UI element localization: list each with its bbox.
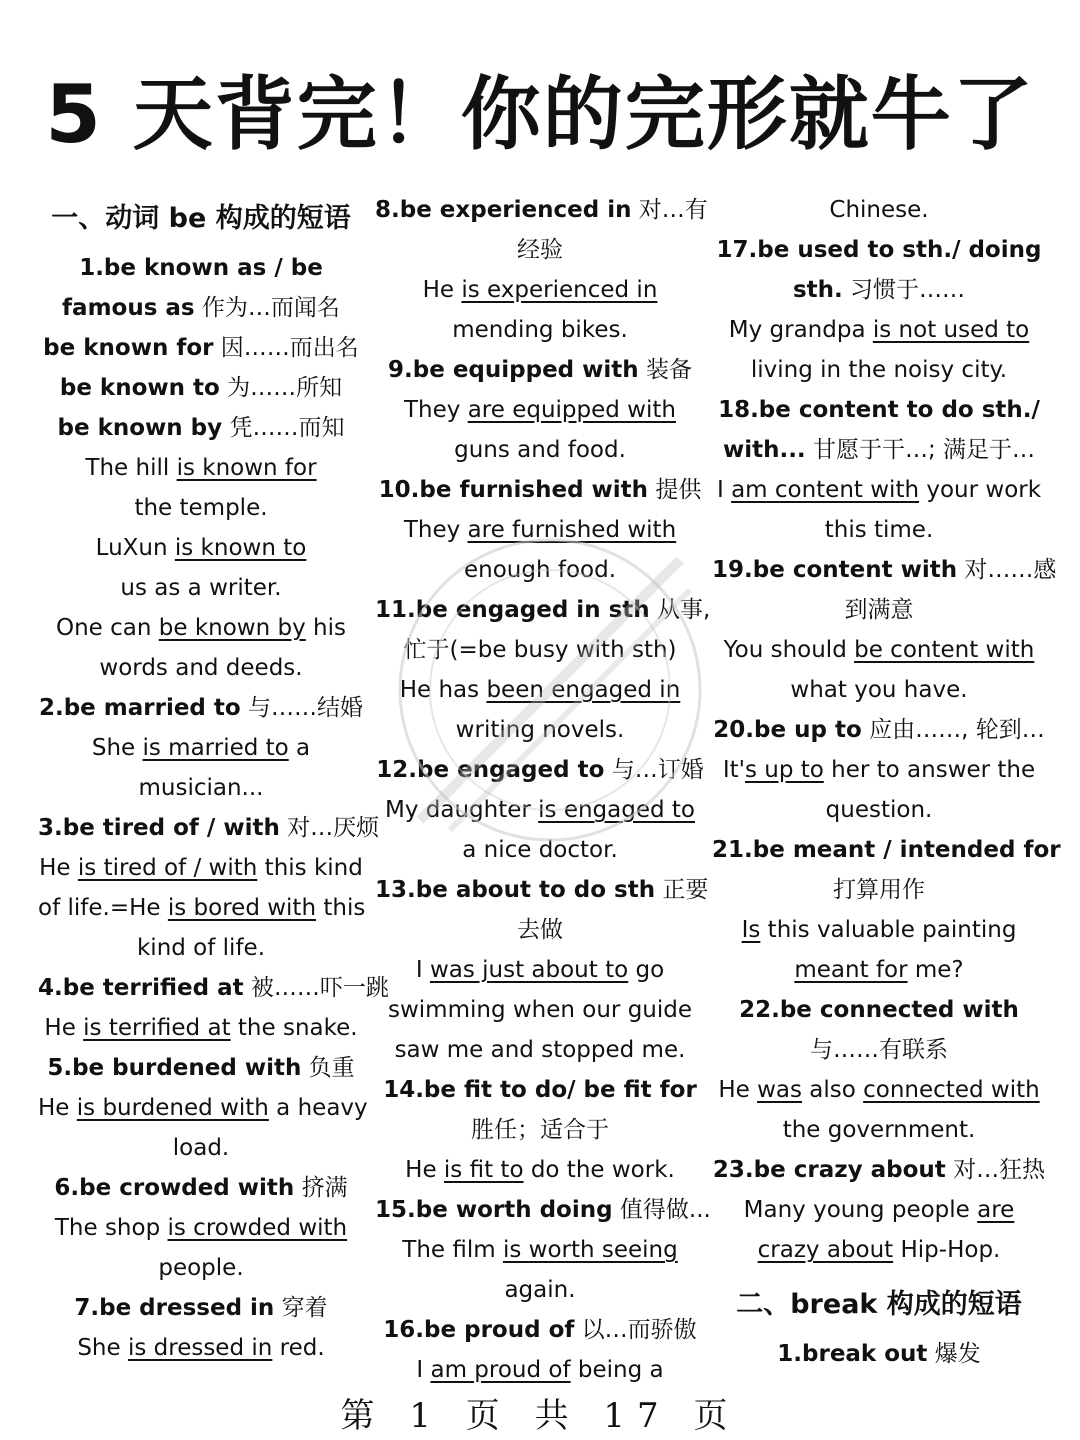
text-segment: You should — [723, 637, 855, 663]
text-segment: 对……感 — [957, 557, 1057, 583]
phrase-line — [38, 1288, 364, 1328]
phrase-underlined: was — [757, 1077, 802, 1103]
text-segment: your work — [919, 477, 1042, 503]
phrase-bold: 19.be content with — [712, 557, 958, 583]
phrase-bold: 13.be about to do sth — [375, 877, 656, 903]
phrase-bold: 11.be engaged in sth — [375, 597, 650, 623]
phrase-line — [712, 870, 1046, 910]
phrase-bold: 23.be crazy about — [712, 1157, 946, 1183]
phrase-bold: 21.be meant / intended for — [712, 837, 1061, 863]
phrase-line — [38, 528, 364, 568]
phrase-underlined: be content with — [854, 637, 1035, 663]
text-segment: 为……所知 — [219, 375, 343, 401]
phrase-line — [712, 590, 1046, 630]
phrase-line — [38, 728, 364, 768]
phrase-line — [38, 968, 389, 1008]
phrase-line — [38, 288, 364, 328]
phrase-line — [712, 270, 1046, 310]
phrase-underlined: is dressed in — [127, 1335, 273, 1361]
phrase-line — [712, 1334, 1046, 1374]
text-segment: being a — [570, 1357, 664, 1383]
text-segment: They — [404, 397, 468, 423]
phrase-line — [375, 910, 705, 950]
text-segment: 正要 — [655, 877, 709, 903]
phrase-line — [375, 790, 705, 830]
phrase-column-1 — [38, 190, 389, 1368]
phrase-line — [375, 950, 705, 990]
text-segment: us as a writer. — [120, 575, 282, 601]
phrase-line — [38, 368, 364, 408]
phrase-line — [38, 448, 364, 488]
phrase-line — [712, 550, 1057, 590]
phrase-bold: with... — [722, 437, 806, 463]
phrase-bold: 10.be furnished with — [378, 477, 649, 503]
text-segment: 被……吓一跳 — [243, 975, 389, 1001]
phrase-bold: famous as — [62, 295, 195, 321]
phrase-underlined: is engaged to — [538, 797, 695, 823]
phrase-bold: 7.be dressed in — [74, 1295, 275, 1321]
text-segment: My grandpa — [728, 317, 873, 343]
text-segment: My daughter — [384, 797, 539, 823]
phrase-underlined: is terrified at — [83, 1015, 231, 1041]
phrase-underlined: crazy about — [757, 1237, 894, 1263]
text-segment: 凭……而知 — [222, 415, 345, 441]
phrase-line — [375, 990, 705, 1030]
phrase-underlined: been engaged in — [486, 677, 681, 703]
text-segment: He — [422, 277, 462, 303]
phrase-line — [375, 590, 711, 630]
text-segment: also — [801, 1077, 864, 1103]
phrase-line — [375, 1310, 705, 1350]
text-segment: 胜任；适合于 — [471, 1117, 609, 1143]
phrase-bold: be known by — [57, 415, 223, 441]
text-segment: 打算用作 — [833, 877, 925, 903]
phrase-line — [375, 1030, 705, 1070]
text-segment: her to answer the — [823, 757, 1036, 783]
phrase-line — [375, 1350, 705, 1390]
phrase-bold: 9.be equipped with — [388, 357, 639, 383]
text-segment: the temple. — [134, 495, 268, 521]
phrase-line — [38, 1248, 364, 1288]
phrase-line — [38, 1208, 364, 1248]
text-segment: The shop — [54, 1215, 168, 1241]
text-segment: One can — [56, 615, 159, 641]
phrase-line — [712, 790, 1046, 830]
phrase-underlined: is fit to — [443, 1157, 524, 1183]
phrase-line — [38, 808, 380, 848]
phrase-column-3 — [712, 190, 1061, 1374]
text-segment: He — [405, 1157, 444, 1183]
phrase-bold: 6.be crowded with — [54, 1175, 295, 1201]
phrase-line — [38, 1328, 364, 1368]
phrase-line — [375, 1070, 705, 1110]
text-segment: question. — [825, 797, 933, 823]
text-segment: red. — [272, 1335, 325, 1361]
phrase-line — [375, 230, 705, 270]
text-segment: I — [416, 1357, 431, 1383]
phrase-underlined: is worth seeing — [502, 1237, 678, 1263]
text-segment: 爆发 — [927, 1341, 981, 1367]
phrase-bold: be known to — [59, 375, 220, 401]
phrase-underlined: am proud of — [430, 1357, 571, 1383]
phrase-line — [712, 190, 1046, 230]
text-segment: the government. — [782, 1117, 976, 1143]
phrase-underlined: are — [977, 1197, 1015, 1223]
phrase-underlined: connected with — [863, 1077, 1040, 1103]
text-segment: guns and food. — [454, 437, 626, 463]
text-segment: LuXun — [95, 535, 175, 561]
text-segment: a heavy — [268, 1095, 368, 1121]
phrase-bold: 1.be known as / be — [79, 255, 323, 281]
text-segment: the snake. — [230, 1015, 358, 1041]
text-segment: He — [44, 1015, 84, 1041]
text-segment: load. — [172, 1135, 230, 1161]
text-segment: She — [91, 735, 143, 761]
phrase-line — [712, 950, 1046, 990]
phrase-line — [375, 710, 705, 750]
phrase-line — [375, 750, 705, 790]
phrase-bold: 15.be worth doing — [375, 1197, 613, 1223]
phrase-line — [712, 990, 1046, 1030]
text-segment: 应由……, 轮到… — [861, 717, 1045, 743]
phrase-bold: 12.be engaged to — [376, 757, 605, 783]
phrase-line — [375, 270, 705, 310]
phrase-line — [38, 408, 364, 448]
phrase-line — [38, 1008, 364, 1048]
text-segment: They — [403, 517, 468, 543]
phrase-underlined: is burdened with — [76, 1095, 269, 1121]
text-segment: 对…厌烦 — [279, 815, 380, 841]
phrase-line — [712, 1150, 1046, 1190]
phrase-underlined: Is — [741, 917, 761, 943]
phrase-underlined: is known to — [174, 535, 307, 561]
phrase-line — [375, 630, 705, 670]
text-segment: 与……结婚 — [240, 695, 364, 721]
phrase-underlined: is crowded with — [167, 1215, 348, 1241]
text-segment: Many young people — [743, 1197, 978, 1223]
phrase-line — [375, 1270, 705, 1310]
text-segment: a — [288, 735, 311, 761]
phrase-line — [375, 1150, 705, 1190]
phrase-bold: 16.be proud of — [383, 1317, 575, 1343]
phrase-underlined: s up to — [744, 757, 824, 783]
text-segment: 对…有 — [631, 197, 708, 223]
phrase-line — [38, 648, 364, 688]
phrase-line — [375, 870, 709, 910]
phrase-bold: sth. — [792, 277, 843, 303]
phrase-line — [375, 350, 705, 390]
text-segment: 经验 — [517, 237, 563, 263]
phrase-line — [712, 350, 1046, 390]
phrase-line — [375, 510, 705, 550]
text-segment: his — [305, 615, 346, 641]
phrase-bold: 4.be terrified at — [38, 975, 244, 1001]
phrase-line — [712, 670, 1046, 710]
phrase-bold: 5.be burdened with — [47, 1055, 302, 1081]
phrase-line — [712, 630, 1046, 670]
phrase-bold: be known for — [43, 335, 214, 361]
phrase-bold: 14.be fit to do/ be fit for — [383, 1077, 697, 1103]
phrase-underlined: is bored with — [167, 895, 317, 921]
text-segment: a nice doctor. — [462, 837, 618, 863]
phrase-line — [38, 1088, 368, 1128]
phrase-line — [38, 848, 364, 888]
phrase-underlined: be known by — [158, 615, 306, 641]
text-segment: again. — [504, 1277, 576, 1303]
phrase-bold: 20.be up to — [713, 717, 862, 743]
text-segment: words and deeds. — [99, 655, 303, 681]
phrase-line — [38, 328, 364, 368]
page-footer: 第 1 页 共 17 页 — [340, 1396, 740, 1436]
text-segment: She — [77, 1335, 128, 1361]
text-segment: writing novels. — [455, 717, 625, 743]
phrase-line — [712, 430, 1046, 470]
text-segment: 从事, — [649, 597, 711, 623]
text-segment: swimming when our guide — [387, 997, 693, 1023]
text-segment: 对…狂热 — [945, 1157, 1046, 1183]
phrase-bold: 2.be married to — [38, 695, 241, 721]
phrase-line — [38, 1168, 364, 1208]
phrase-line — [38, 768, 364, 808]
phrase-underlined: is tired of / with — [77, 855, 258, 881]
text-segment: The film — [402, 1237, 503, 1263]
phrase-line — [712, 310, 1046, 350]
phrase-line — [712, 1190, 1046, 1230]
text-segment: kind of life. — [136, 935, 266, 961]
phrase-line — [375, 390, 705, 430]
phrase-line — [375, 430, 705, 470]
phrase-line — [38, 248, 364, 288]
phrase-line — [38, 1128, 364, 1168]
text-segment: He — [39, 855, 78, 881]
text-segment: He — [718, 1077, 758, 1103]
text-segment: mending bikes. — [452, 317, 628, 343]
text-segment: It' — [722, 757, 745, 783]
text-segment: do the work. — [523, 1157, 675, 1183]
text-segment: this — [316, 895, 366, 921]
phrase-underlined: is experienced in — [461, 277, 658, 303]
text-segment: 负重 — [301, 1055, 355, 1081]
phrase-underlined: was just about to — [429, 957, 629, 983]
phrase-bold: 3.be tired of / with — [38, 815, 280, 841]
text-segment: 忙于(=be busy with sth) — [403, 637, 677, 663]
text-segment: enough food. — [463, 557, 616, 583]
text-segment: The hill — [85, 455, 177, 481]
phrase-line — [712, 390, 1046, 430]
text-segment: 与…订婚 — [604, 757, 704, 783]
page-title: 5 天背完！你的完形就牛了 — [45, 68, 1035, 161]
phrase-line — [38, 688, 364, 728]
text-segment: He has — [399, 677, 487, 703]
text-segment: this kind — [257, 855, 363, 881]
text-segment: 以…而骄傲 — [574, 1317, 697, 1343]
phrase-underlined: meant for — [794, 957, 908, 983]
text-segment: 穿着 — [274, 1295, 328, 1321]
phrase-line — [375, 550, 705, 590]
phrase-line — [38, 568, 364, 608]
phrase-underlined: are furnished with — [467, 517, 677, 543]
text-segment: I — [415, 957, 430, 983]
text-segment: this time. — [824, 517, 934, 543]
phrase-underlined: is married to — [142, 735, 289, 761]
text-segment: I — [716, 477, 732, 503]
text-segment: me? — [907, 957, 964, 983]
phrase-bold: 18.be content to do sth./ — [718, 397, 1040, 423]
phrase-line — [712, 470, 1046, 510]
phrase-line — [712, 910, 1046, 950]
text-segment: 到满意 — [844, 597, 914, 623]
text-segment: musician... — [138, 775, 264, 801]
phrase-bold: 8.be experienced in — [375, 197, 632, 223]
phrase-bold: 17.be used to sth./ doing — [716, 237, 1042, 263]
phrase-underlined: is known for — [176, 455, 317, 481]
phrase-underlined: is not used to — [872, 317, 1030, 343]
text-segment: go — [628, 957, 665, 983]
phrase-line — [712, 830, 1061, 870]
phrase-line — [712, 1070, 1046, 1110]
text-segment: 装备 — [638, 357, 692, 383]
phrase-column-2 — [375, 190, 711, 1390]
phrase-line — [712, 750, 1046, 790]
phrase-bold: 22.be connected with — [739, 997, 1019, 1023]
phrase-line — [38, 1048, 364, 1088]
text-segment: 作为…而闻名 — [194, 295, 340, 321]
text-segment: what you have. — [790, 677, 968, 703]
text-segment: of life.=He — [38, 895, 168, 921]
phrase-line — [375, 1230, 705, 1270]
phrase-bold: 1.break out — [777, 1341, 928, 1367]
phrase-line — [375, 310, 705, 350]
phrase-line — [712, 230, 1046, 270]
text-segment: 值得做... — [612, 1197, 711, 1223]
text-segment: this valuable painting — [760, 917, 1017, 943]
text-segment: 提供 — [648, 477, 702, 503]
phrase-line — [712, 1110, 1046, 1150]
phrase-line — [375, 830, 705, 870]
phrase-line — [375, 190, 708, 230]
phrase-line — [38, 608, 364, 648]
phrase-underlined: are equipped with — [467, 397, 676, 423]
phrase-underlined: am content with — [731, 477, 920, 503]
text-segment: He — [38, 1095, 77, 1121]
text-segment: 去做 — [517, 917, 563, 943]
phrase-line — [712, 510, 1046, 550]
phrase-line — [38, 888, 364, 928]
text-segment: 与……有联系 — [810, 1037, 948, 1063]
phrase-line — [375, 670, 705, 710]
phrase-line — [712, 1230, 1046, 1270]
text-segment: 因……而出名 — [213, 335, 359, 361]
text-segment: saw me and stopped me. — [394, 1037, 686, 1063]
phrase-line — [375, 1190, 711, 1230]
phrase-line — [712, 710, 1046, 750]
text-segment: 习惯于…… — [842, 277, 966, 303]
section-heading: 一、动词 be 构成的短语 — [51, 203, 351, 234]
text-segment: Chinese. — [829, 197, 929, 223]
phrase-line — [712, 1030, 1046, 1070]
phrase-line — [38, 928, 364, 968]
phrase-line — [375, 470, 705, 510]
text-segment: Hip-Hop. — [893, 1237, 1001, 1263]
text-segment: 甘愿于干…; 满足于… — [805, 437, 1036, 463]
text-segment: 挤满 — [294, 1175, 348, 1201]
text-segment: people. — [158, 1255, 244, 1281]
phrase-line — [375, 1110, 705, 1150]
phrase-line — [38, 488, 364, 528]
text-segment: living in the noisy city. — [750, 357, 1008, 383]
section-heading: 二、break 构成的短语 — [736, 1289, 1022, 1320]
